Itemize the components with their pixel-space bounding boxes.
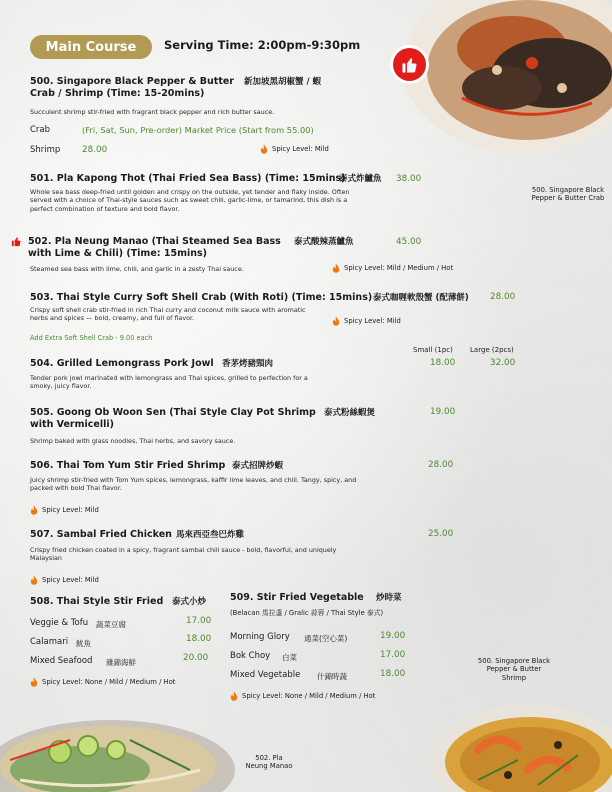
item-509-subtitle: (Belacan 馬拉盞 / Gralic 蒜蓉 / Thai Style 泰式) — [230, 609, 384, 617]
item-509-option-name: Bok Choy — [230, 651, 271, 661]
item-507-desc: Crispy fried chicken coated in a spicy, fragrant sambal chili sauce - bold, flavorful, and uniquely Malaysian — [30, 546, 337, 563]
flame-icon — [30, 505, 38, 515]
item-503-addon: Add Extra Soft Shell Crab - 9.00 each — [30, 334, 153, 342]
item-500-desc: Succulent shrimp stir-fried with fragrant black pepper and rich butter sauce. — [30, 108, 275, 116]
item-509-option-price: 19.00 — [380, 631, 406, 641]
item-508-option-name: Veggie & Tofu — [30, 618, 89, 628]
flame-icon — [332, 263, 340, 273]
item-500-shrimp-label: Shrimp — [30, 145, 61, 155]
item-503-spicy — [332, 316, 401, 326]
thumbs-up-icon — [11, 236, 22, 247]
item-509-option-name: Morning Glory — [230, 632, 290, 642]
item-500-spicy — [260, 144, 329, 154]
item-501-price: 38.00 — [396, 174, 422, 184]
flame-icon — [30, 575, 38, 585]
item-506-price: 28.00 — [428, 460, 454, 470]
item-506-title: 506. Thai Tom Yum Stir Fried Shrimp — [30, 460, 226, 471]
flame-icon — [260, 144, 268, 154]
item-508-spicy — [30, 677, 175, 687]
item-509-option-name: Mixed Vegetable — [230, 670, 301, 680]
item-503-spicy-text: Spicy Level: Mild — [344, 317, 401, 325]
item-507-chinese: 馬來西亞叁巴炸雞 — [176, 530, 245, 540]
item-508-option-price: 18.00 — [186, 634, 212, 644]
flame-icon — [30, 677, 38, 687]
item-506-desc: Juicy shrimp stir-fried with Tom Yum spices, lemongrass, kaffir lime leaves, and chili. Tangy, spicy, and packed with bold Thai flavor. — [30, 476, 357, 493]
item-500-chinese: 新加坡黑胡椒蟹 / 蝦 — [244, 77, 322, 87]
item-509-title: 509. Stir Fried Vegetable — [230, 592, 364, 603]
item-508-option-price: 20.00 — [183, 653, 209, 663]
item-500-spicy-text: Spicy Level: Mild — [272, 145, 329, 153]
item-502-spicy — [332, 263, 453, 273]
shrimp-photo — [418, 690, 612, 792]
fish-photo — [0, 700, 235, 792]
item-506-spicy-text: Spicy Level: Mild — [42, 506, 99, 514]
shrimp-caption: 500. Singapore Black Pepper & Butter Shrimp — [477, 657, 551, 682]
crab-photo — [402, 0, 612, 153]
item-508-option-price: 17.00 — [186, 616, 212, 626]
item-500-title: 500. Singapore Black Pepper & Butter Crab / Shrimp (Time: 15-20mins) — [30, 76, 234, 99]
item-508-option-name: Mixed Seafood — [30, 656, 93, 666]
item-504-price-large: 32.00 — [490, 358, 516, 368]
item-507-spicy-text: Spicy Level: Mild — [42, 576, 99, 584]
item-505-title: 505. Goong Ob Woon Sen (Thai Style Clay Pot Shrimp with Vermicelli) — [30, 407, 316, 430]
item-504-chinese: 香茅烤豬頸肉 — [222, 359, 274, 369]
flame-icon — [332, 316, 340, 326]
item-508-spicy-text: Spicy Level: None / Mild / Medium / Hot — [42, 678, 176, 686]
item-509-option-price: 18.00 — [380, 669, 406, 679]
item-500-shrimp-price: 28.00 — [82, 145, 108, 155]
crab-caption: 500. Singapore Black Pepper & Butter Crab — [531, 186, 605, 203]
item-509-option-chinese: 什錦時蔬 — [317, 672, 347, 681]
item-504-title: 504. Grilled Lemongrass Pork Jowl — [30, 358, 214, 369]
item-509-option-chinese: 通菜(空心菜) — [304, 634, 348, 643]
item-501-desc: Whole sea bass deep-fried until golden and crispy on the outside, yet tender and flaky inside. Often served with a choice of Thai-style sauces such as sweet chili, garlic-lime, or tamarind, this dish is a perfect combination of texture and bold flavor. — [30, 188, 350, 213]
item-508-title: 508. Thai Style Stir Fried — [30, 596, 164, 607]
item-502-title: 502. Pla Neung Manao (Thai Steamed Sea Bass with Lime & Chili) (Time: 15mins) — [28, 236, 281, 259]
item-503-title: 503. Thai Style Curry Soft Shell Crab (With Roti) (Time: 15mins) — [30, 292, 373, 303]
item-509-spicy — [230, 691, 375, 701]
item-501-title: 501. Pla Kapong Thot (Thai Fried Sea Bass) (Time: 15mins) — [30, 173, 346, 184]
item-508-chinese: 泰式小炒 — [172, 597, 207, 607]
item-508-option-name: Calamari — [30, 637, 69, 647]
item-505-chinese: 泰式粉絲蝦煲 — [324, 408, 376, 418]
item-502-price: 45.00 — [396, 237, 422, 247]
item-502-desc: Steamed sea bass with lime, chili, and garlic in a zesty Thai sauce. — [30, 265, 244, 273]
item-507-title: 507. Sambal Fried Chicken — [30, 529, 172, 540]
item-503-desc: Crispy soft shell crab stir-fried in rich Thai curry and coconut milk sauce with aromatic herbs and spices — bold, creamy, and full of flavor. — [30, 306, 306, 323]
item-503-chinese: 泰式咖喱軟殼蟹 (配薄餅) — [373, 293, 469, 303]
item-504-size-small: Small (1pc) — [413, 346, 453, 354]
item-502-chinese: 泰式酸辣蒸鱸魚 — [294, 237, 354, 247]
item-504-desc: Tender pork jowl marinated with lemongrass and Thai spices, grilled to perfection for a smoky, juicy flavor. — [30, 374, 308, 391]
item-506-spicy — [30, 505, 99, 515]
item-509-chinese: 炒時菜 — [376, 593, 402, 603]
section-title-pill: Main Course — [30, 35, 152, 59]
item-504-price-small: 18.00 — [430, 358, 456, 368]
item-500-crab-note: (Fri, Sat, Sun, Pre-order) Market Price (Start from 55.00) — [82, 125, 314, 135]
item-503-price: 28.00 — [490, 292, 516, 302]
item-500-crab-label: Crab — [30, 125, 51, 135]
item-505-price: 19.00 — [430, 407, 456, 417]
fish-caption: 502. Pla Neung Manao — [245, 754, 293, 771]
item-508-option-chinese: 雜錦海鮮 — [106, 658, 136, 667]
item-507-price: 25.00 — [428, 529, 454, 539]
item-501-chinese: 泰式炸鱸魚 — [339, 174, 382, 184]
item-507-spicy — [30, 575, 99, 585]
item-509-spicy-text: Spicy Level: None / Mild / Medium / Hot — [242, 692, 376, 700]
item-504-size-large: Large (2pcs) — [470, 346, 514, 354]
item-508-option-chinese: 魷魚 — [76, 639, 91, 648]
item-505-desc: Shrimp baked with glass noodles, Thai herbs, and savory sauce. — [30, 437, 236, 445]
item-509-option-price: 17.00 — [380, 650, 406, 660]
item-508-option-chinese: 蔬菜豆腐 — [96, 620, 126, 629]
serving-time: Serving Time: 2:00pm-9:30pm — [164, 38, 361, 52]
thumbs-up-icon — [393, 48, 426, 81]
item-502-spicy-text: Spicy Level: Mild / Medium / Hot — [344, 264, 454, 272]
item-506-chinese: 泰式招牌炒蝦 — [232, 461, 284, 471]
item-509-option-chinese: 白菜 — [282, 653, 297, 662]
